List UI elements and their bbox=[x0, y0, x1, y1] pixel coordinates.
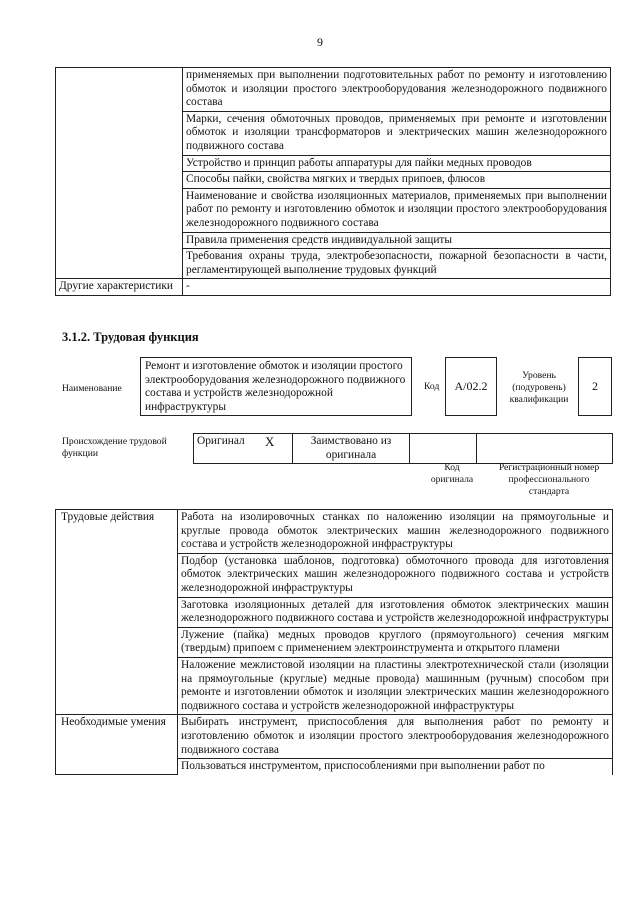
table-row: Пользоваться инструментом, приспособлениями при выполнении работ по bbox=[178, 759, 613, 775]
origin-code-caption: Код оригинала bbox=[430, 462, 474, 485]
name-label: Наименование bbox=[62, 383, 122, 394]
level-label: Уровень (подуровень) квалификации bbox=[509, 370, 569, 405]
table-row: Наименование и свойства изоляционных материалов, применяемых при выполнении работ по ремонту и изготовлению обмоток и изоляции простого электрооборудования железнодорожного подвижного состава bbox=[183, 188, 611, 232]
page-number: 9 bbox=[317, 35, 323, 49]
borrowed-label: Заимствовано из оригинала bbox=[293, 434, 410, 464]
original-mark: X bbox=[262, 434, 293, 464]
empty-label-cell bbox=[56, 68, 183, 279]
table-row: Подбор (установка шаблонов, подготовка) обмоточного провода для изготовления обмоток электрических машин железнодорожного подвижного состава и устройств железнодорожной инфраструктуры bbox=[178, 553, 613, 597]
skills-label: Необходимые умения bbox=[56, 715, 178, 775]
section-heading: 3.1.2. Трудовая функция bbox=[62, 330, 199, 344]
origin-reg-cell bbox=[477, 434, 613, 464]
table-row: Правила применения средств индивидуальной защиты bbox=[183, 232, 611, 249]
table-row: Наложение межлистовой изоляции на пластины электротехнической стали (изоляции на прямоугольные (круглые) медные провода) машинным (ручным) способом при ремонте и изготовлении обмоток и изоляции электрических машин железнодорожного подвижного состава и устройств железнодорожной инфраструктуры bbox=[178, 657, 613, 714]
table-row: Заготовка изоляционных деталей для изготовления обмоток электрических машин железнодорожного подвижного состава и устройств железнодорожной инфраструктуры bbox=[178, 597, 613, 627]
origin-code-cell bbox=[410, 434, 477, 464]
origin-table bbox=[193, 433, 613, 464]
table-row: Устройство и принцип работы аппаратуры для пайки медных проводов bbox=[183, 155, 611, 172]
table-row: Лужение (пайка) медных проводов круглого (прямоугольного) сечения мягким (твердым) припоем с применением электроинструмента и открытого пламени bbox=[178, 627, 613, 657]
original-label: Оригинал bbox=[194, 434, 263, 464]
other-characteristics-label: Другие характеристики bbox=[56, 279, 183, 296]
origin-label: Происхождение трудовой функции bbox=[62, 436, 167, 459]
actions-label: Трудовые действия bbox=[56, 510, 178, 715]
table-row: применяемых при выполнении подготовительных работ по ремонту и изготовлению обмоток и изоляции простого электрооборудования железнодорожного подвижного состава bbox=[183, 68, 611, 112]
code-value-box: A/02.2 bbox=[445, 357, 497, 416]
table-row: Способы пайки, свойства мягких и твердых припоев, флюсов bbox=[183, 172, 611, 189]
registration-number-caption: Регистрационный номер профессионального стандарта bbox=[498, 462, 600, 497]
function-name-box: Ремонт и изготовление обмоток и изоляции простого электрооборудования железнодорожного подвижного состава и устройств железнодорожной инфраструктуры bbox=[140, 357, 412, 416]
table-row: Требования охраны труда, электробезопасности, пожарной безопасности в части, регламентирующей выполнение трудовых функций bbox=[183, 249, 611, 279]
function-detail-table bbox=[55, 509, 613, 775]
table-row: Выбирать инструмент, приспособления для выполнения работ по ремонту и изготовлению обмоток и изоляции простого электрооборудования железнодорожного подвижного состава bbox=[178, 715, 613, 759]
level-value-box: 2 bbox=[578, 357, 612, 416]
table-row: Марки, сечения обмоточных проводов, применяемых при ремонте и изготовлении обмоток и изоляции трансформаторов и электрических машин железнодорожного подвижного состава bbox=[183, 111, 611, 155]
other-characteristics-value: - bbox=[183, 279, 611, 296]
knowledge-table-continued bbox=[55, 67, 611, 296]
code-label: Код bbox=[424, 381, 440, 392]
table-row: Работа на изолировочных станках по наложению изоляции на прямоугольные и круглые провода обмоток электрических машин железнодорожного подвижного состава и устройств железнодорожной инфраструктуры bbox=[178, 510, 613, 554]
